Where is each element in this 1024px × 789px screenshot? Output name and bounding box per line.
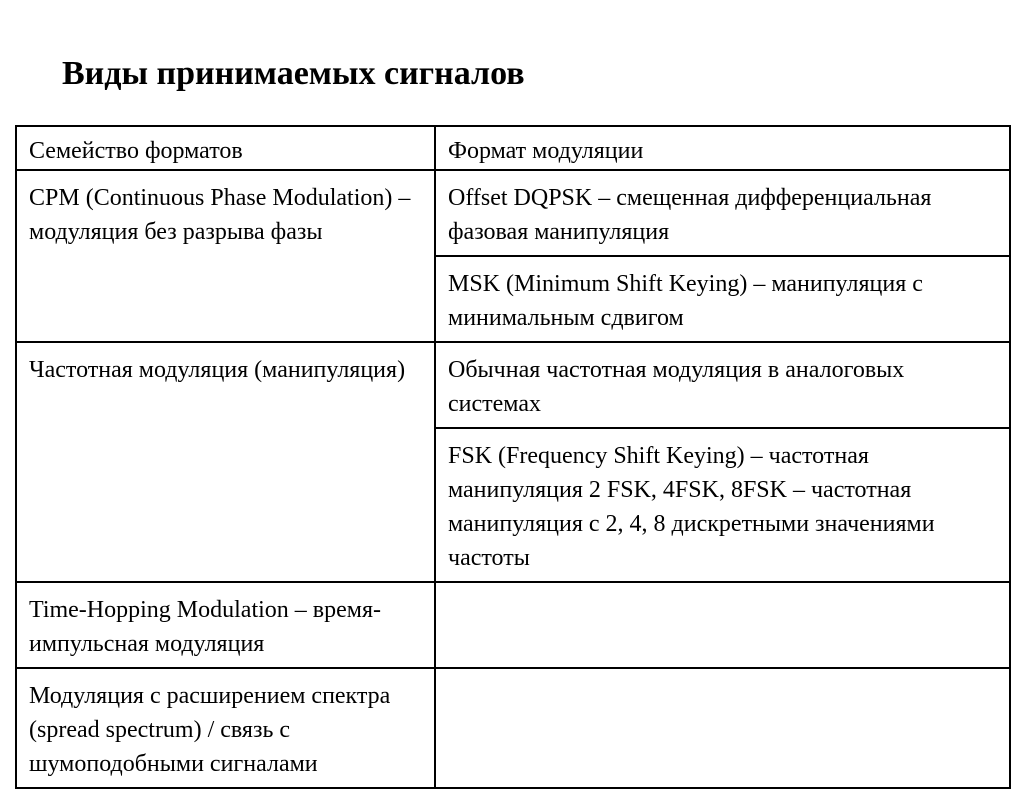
format-cell: Обычная частотная модуляция в аналоговых системах: [435, 342, 1010, 428]
format-cell: FSK (Frequency Shift Keying) – частотная манипуляция 2 FSK, 4FSK, 8FSK – частотная манипуляция с 2, 4, 8 дискретными значениями частоты: [435, 428, 1010, 582]
format-cell: Offset DQPSK – смещенная дифференциальная фазовая манипуляция: [435, 170, 1010, 256]
family-cell: Time-Hopping Modulation – время-импульсная модуляция: [16, 582, 435, 668]
family-cell: Модуляция с расширением спектра (spread spectrum) / связь с шумоподобными сигналами: [16, 668, 435, 788]
format-cell: MSK (Minimum Shift Keying) – манипуляция с минимальным сдвигом: [435, 256, 1010, 342]
format-cell-empty: [435, 668, 1010, 788]
header-format-family: Семейство форматов: [16, 126, 435, 170]
table-row: [16, 582, 1010, 668]
table-row: [16, 170, 1010, 256]
table-header-row: [16, 126, 1010, 170]
modulation-formats-table: [15, 125, 1011, 789]
table-row: [16, 342, 1010, 428]
slide-title: Виды принимаемых сигналов: [62, 55, 525, 92]
table-row: [16, 668, 1010, 788]
family-cell: CPM (Continuous Phase Modulation) – модуляция без разрыва фазы: [16, 170, 435, 342]
format-cell-empty: [435, 582, 1010, 668]
header-modulation-format: Формат модуляции: [435, 126, 1010, 170]
family-cell: Частотная модуляция (манипуляция): [16, 342, 435, 582]
